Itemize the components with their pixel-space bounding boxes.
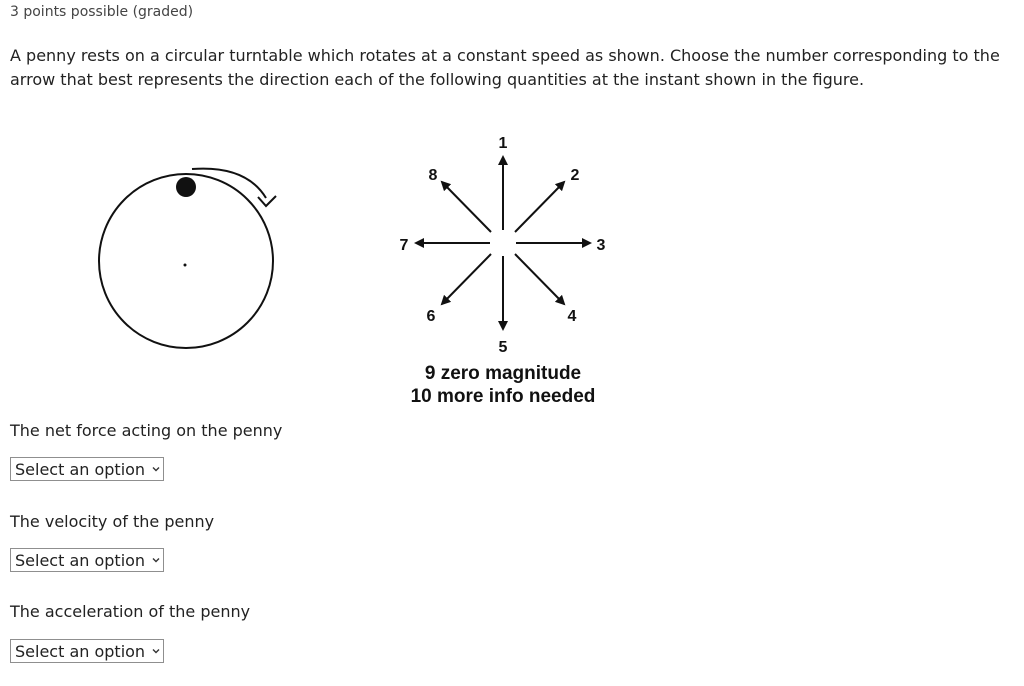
- arrow-label-1: 1: [498, 135, 508, 152]
- arrow-label-7: 7: [399, 237, 409, 254]
- turntable-circle: [99, 174, 273, 348]
- question-net-force-label: The net force acting on the penny: [10, 421, 283, 440]
- net-force-select[interactable]: [10, 457, 164, 481]
- question-acceleration-label: The acceleration of the penny: [10, 602, 251, 621]
- chevron-down-icon: [151, 555, 161, 565]
- velocity-select[interactable]: [10, 548, 164, 572]
- turntable-center-dot: [184, 264, 187, 267]
- arrow-label-5: 5: [498, 339, 508, 356]
- arrow-8: [442, 182, 491, 232]
- penny-dot: [176, 177, 196, 197]
- arrow-label-6: 6: [426, 308, 436, 325]
- turntable-diagram: [99, 169, 276, 348]
- acceleration-select[interactable]: [10, 639, 164, 663]
- arrow-label-2: 2: [570, 167, 580, 184]
- chevron-down-icon: [151, 464, 161, 474]
- legend-more-info: 10 more info needed: [410, 386, 596, 407]
- arrow-label-8: 8: [428, 167, 438, 184]
- acceleration-select-value: Select an option: [15, 641, 146, 661]
- legend-zero-magnitude: 9 zero magnitude: [424, 363, 582, 384]
- net-force-select-value: Select an option: [15, 459, 146, 479]
- arrow-label-3: 3: [596, 237, 606, 254]
- chevron-down-icon: [151, 646, 161, 656]
- question-velocity-label: The velocity of the penny: [10, 512, 215, 531]
- arrow-6: [442, 254, 491, 304]
- question-prompt: A penny rests on a circular turntable which rotates at a constant speed as shown. Choose the number corresponding to the arrow that best represents the direction each of the following quantities at the instant shown in the figure.: [10, 46, 1000, 89]
- rotation-arrow-icon: [192, 169, 266, 198]
- points-possible: 3 points possible (graded): [10, 4, 194, 20]
- arrow-label-4: 4: [567, 308, 577, 325]
- velocity-select-value: Select an option: [15, 550, 146, 570]
- direction-arrows: [416, 157, 590, 329]
- arrow-2: [515, 182, 564, 232]
- rotation-arrowhead: [258, 196, 276, 206]
- arrow-4: [515, 254, 564, 304]
